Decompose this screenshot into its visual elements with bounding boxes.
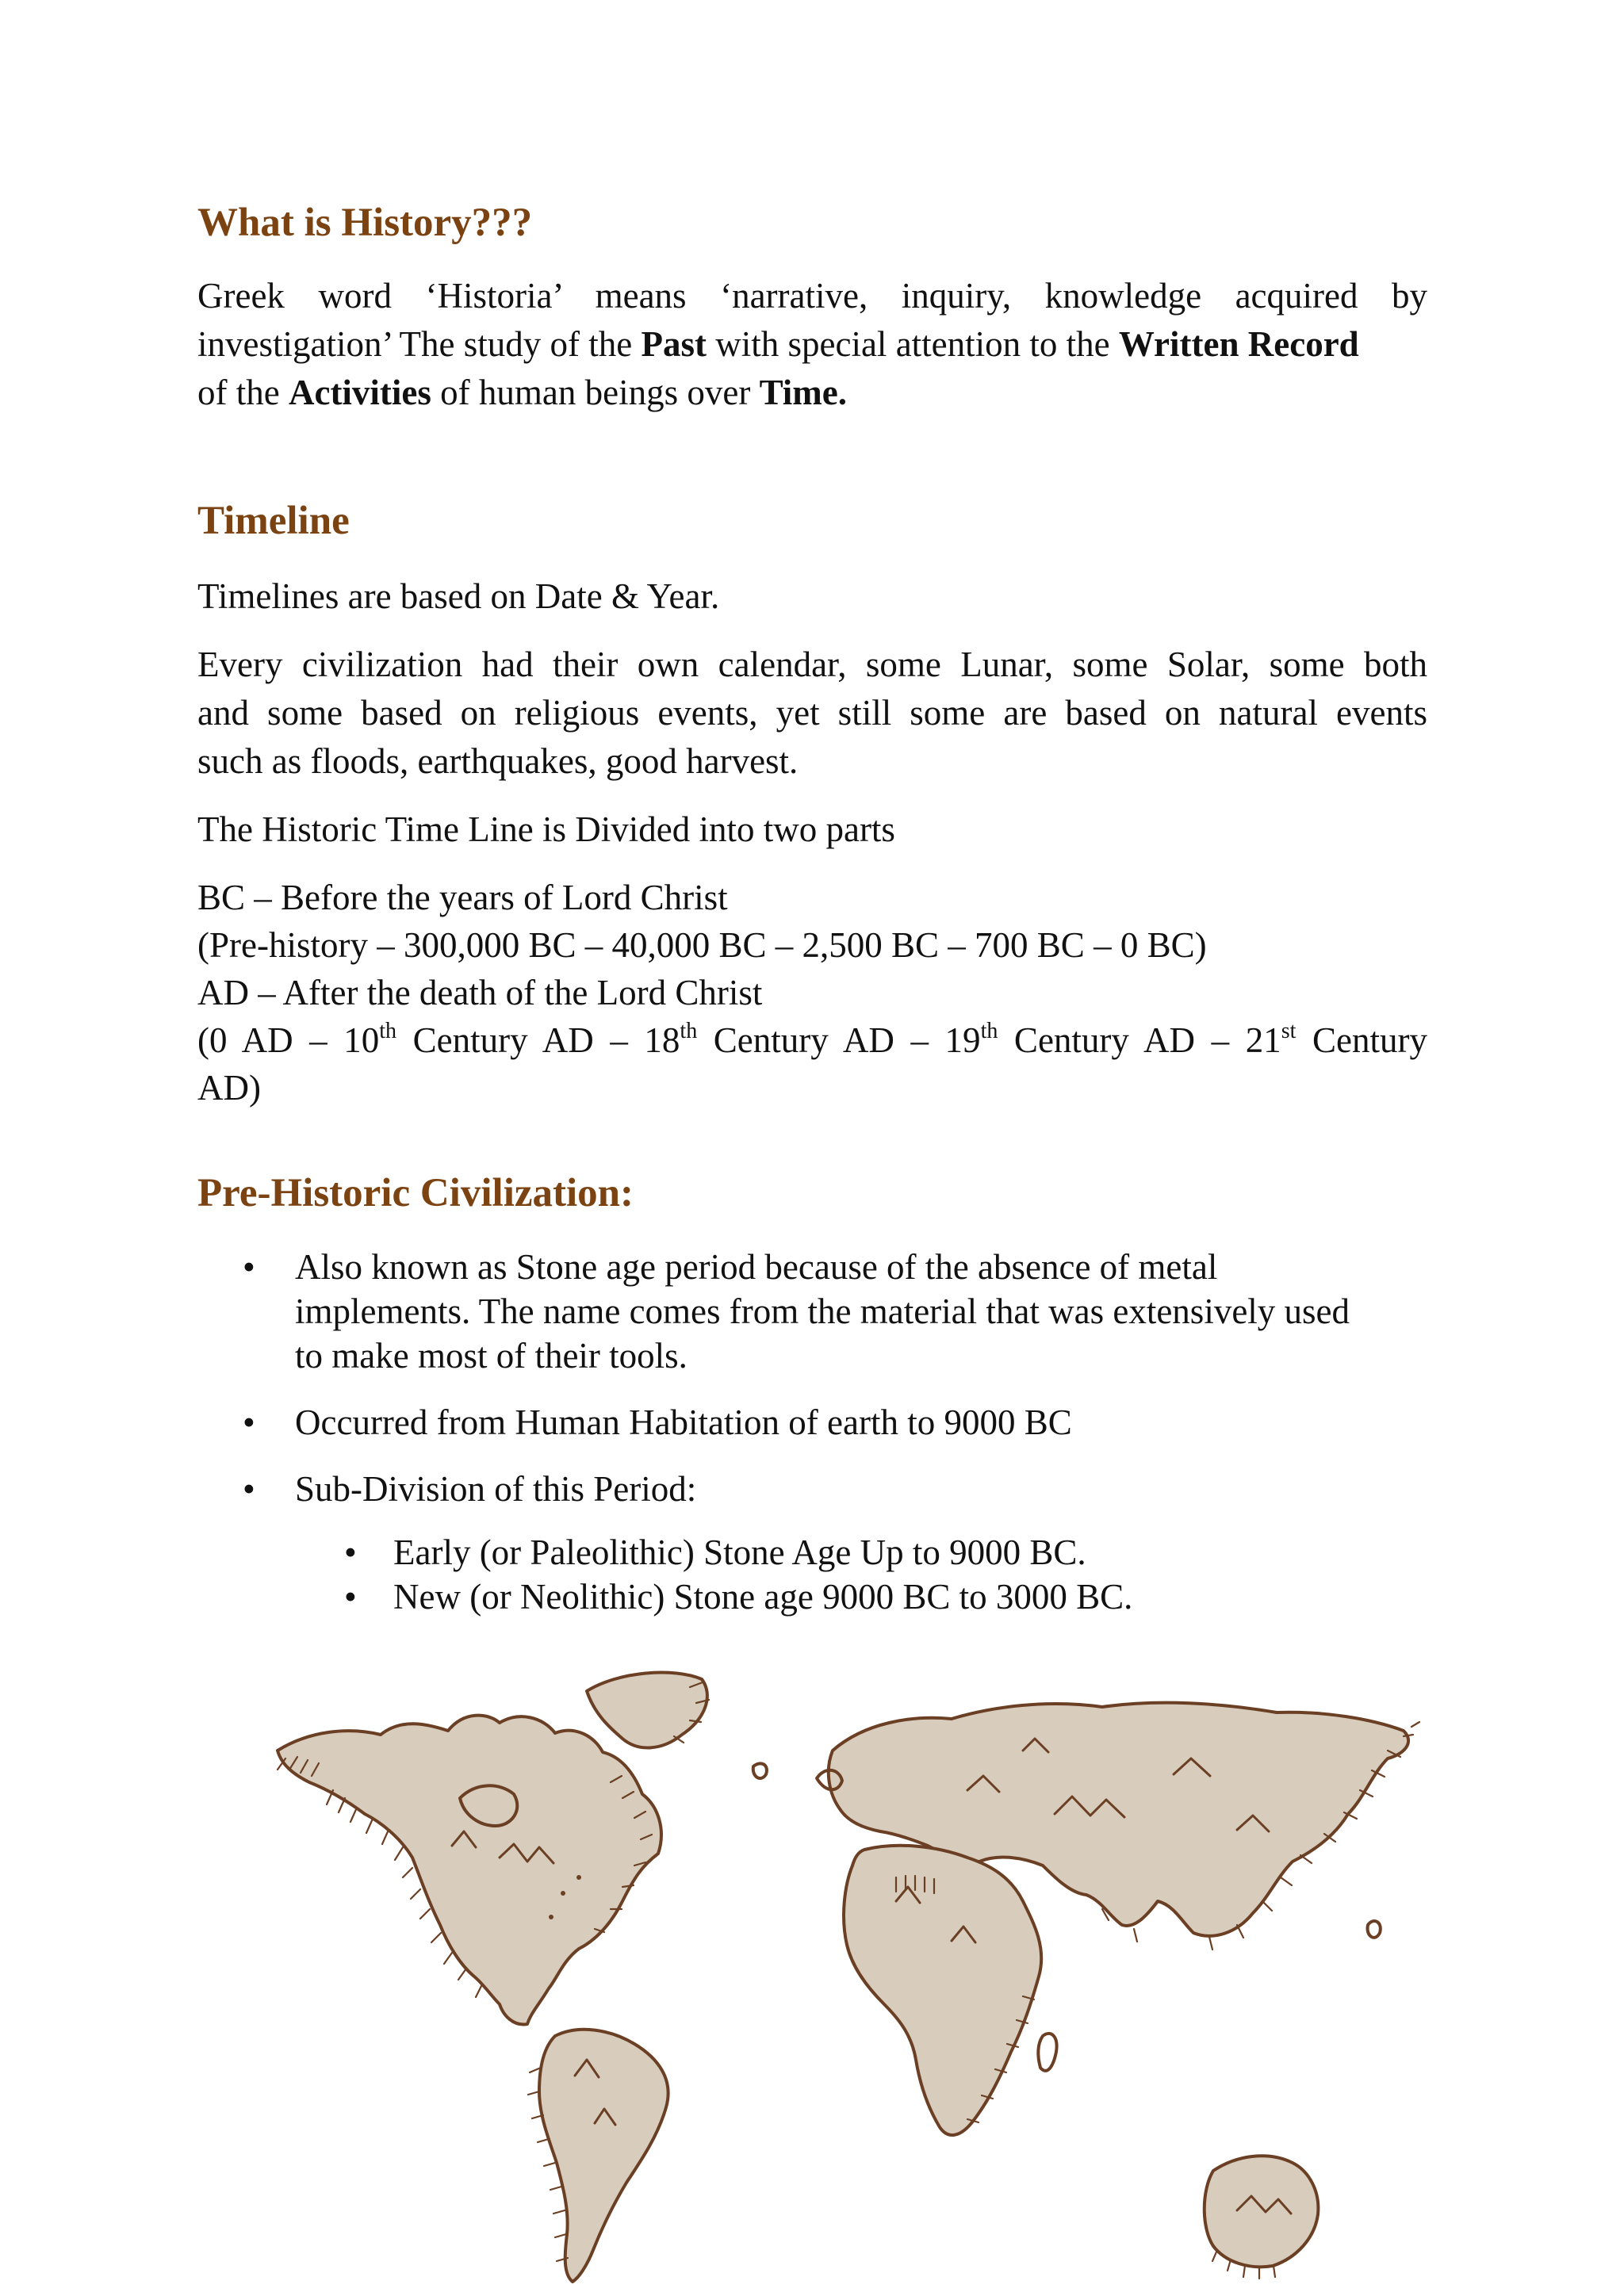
world-map-illustration (262, 1663, 1435, 2290)
bc-label: BC – Before the years of Lord Christ (197, 878, 728, 917)
timeline-paragraph-1: Timelines are based on Date & Year. (197, 576, 720, 616)
north-america-shape (278, 1716, 661, 2025)
history-definition-line2: investigation’ The study of the Past with special attention to the Written Record (197, 324, 1359, 364)
term-past: Past (641, 324, 707, 364)
bc-range: (Pre-history – 300,000 BC – 40,000 BC – 2,500 BC – 700 BC – 0 BC) (197, 925, 1207, 965)
calendar-paragraph-line2: and some based on religious events, yet still some are based on natural events (197, 693, 1427, 733)
greenland-shape (587, 1673, 709, 1748)
heading-what-is-history: What is History??? (197, 201, 533, 245)
ad-range-line1: (0 AD – 10th Century AD – 18th Century AD – 19th Century AD – 21st Century (197, 1019, 1427, 1060)
calendar-paragraph-line3: such as floods, earthquakes, good harvest. (197, 741, 799, 781)
list-item: • Sub-Division of this Period: (243, 1469, 697, 1509)
term-activities: Activities (288, 373, 431, 412)
ad-label: AD – After the death of the Lord Christ (197, 973, 763, 1012)
world-map-svg (262, 1663, 1435, 2290)
heading-timeline: Timeline (197, 499, 350, 543)
prehistoric-bullet-list (243, 1245, 1429, 1511)
south-america-shape (528, 2030, 668, 2282)
subdivision-bullet-list (344, 1530, 1424, 1619)
term-written-record: Written Record (1118, 324, 1359, 364)
ad-range-line2: AD) (197, 1068, 261, 1108)
list-item: • Early (or Paleolithic) Stone Age Up to 9000 BC. (344, 1533, 1086, 1572)
australia-shape (1205, 2156, 1319, 2279)
timeline-division-paragraph: The Historic Time Line is Divided into two parts (197, 809, 895, 849)
history-definition-line1: Greek word ‘Historia’ means ‘narrative, inquiry, knowledge acquired by (197, 276, 1427, 316)
africa-shape (844, 1846, 1057, 2135)
list-item: • Also known as Stone age period because of the absence of metal implements. The name comes from the material that was extensively used to make most of their tools. (243, 1247, 1350, 1376)
calendar-paragraph-line1: Every civilization had their own calendar, some Lunar, some Solar, some both (197, 645, 1427, 684)
list-item: • Occurred from Human Habitation of earth to 9000 BC (243, 1402, 1072, 1442)
heading-pre-historic-civilization: Pre-Historic Civilization: (197, 1171, 634, 1215)
history-definition-line3: of the Activities of human beings over Time. (197, 373, 847, 412)
term-time: Time. (759, 373, 847, 412)
list-item: • New (or Neolithic) Stone age 9000 BC to 3000 BC. (344, 1577, 1133, 1617)
